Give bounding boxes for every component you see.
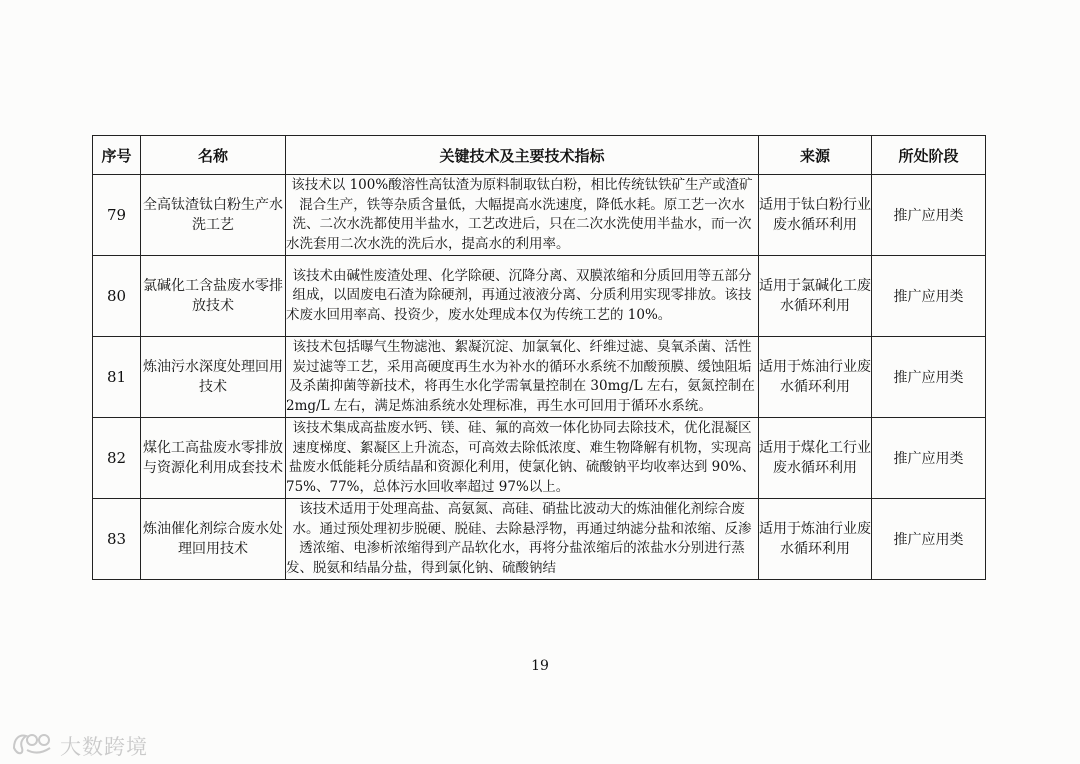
- row-source: 适用于煤化工行业废水循环利用: [759, 418, 872, 499]
- row-description: 该技术适用于处理高盐、高氨氮、高硅、硝盐比波动大的炼油催化剂综合废水。通过预处理初步脱硬、脱硅、去除悬浮物，再通过纳滤分盐和浓缩、反渗透浓缩、电渗析浓缩得到产品软化水，再将分盐浓缩后的浓盐水分别进行蒸发、脱氨和结晶分盐，得到氯化钠、硫酸钠结: [286, 499, 759, 580]
- row-source: 适用于氯碱化工废水循环利用: [759, 256, 872, 337]
- row-name: 炼油污水深度处理回用技术: [141, 337, 286, 418]
- row-source: 适用于炼油行业废水循环利用: [759, 337, 872, 418]
- row-name: 煤化工高盐废水零排放与资源化利用成套技术: [141, 418, 286, 499]
- table-row: [93, 418, 986, 499]
- row-source: 适用于炼油行业废水循环利用: [759, 499, 872, 580]
- row-description: 该技术由碱性废渣处理、化学除硬、沉降分离、双膜浓缩和分质回用等五部分组成，以固废电石渣为除硬剂，再通过液液分离、分质利用实现零排放。该技术废水回用率高、投资少，废水处理成本仅为传统工艺的 10%。: [286, 256, 759, 337]
- table-row: [93, 175, 986, 256]
- row-seq: 79: [93, 175, 141, 256]
- row-stage: 推广应用类: [872, 256, 986, 337]
- row-name: 氯碱化工含盐废水零排放技术: [141, 256, 286, 337]
- row-seq: 82: [93, 418, 141, 499]
- row-name: 炼油催化剂综合废水处理回用技术: [141, 499, 286, 580]
- row-description: 该技术包括曝气生物滤池、絮凝沉淀、加氯氧化、纤维过滤、臭氧杀菌、活性炭过滤等工艺，采用高硬度再生水为补水的循环水系统不加酸预膜、缓蚀阻垢及杀菌抑菌等新技术，将再生水化学需氧量控制在 30mg/L 左右，氨氮控制在 2mg/L 左右，满足炼油系统水处理标准，再生水可回用于循环水系统。: [286, 337, 759, 418]
- table-row: [93, 256, 986, 337]
- header-source: 来源: [759, 136, 872, 175]
- technology-table: [92, 135, 986, 580]
- table-row: [93, 337, 986, 418]
- watermark-logo-icon: [10, 728, 54, 763]
- table-row: [93, 499, 986, 580]
- row-seq: 83: [93, 499, 141, 580]
- row-source: 适用于钛白粉行业废水循环利用: [759, 175, 872, 256]
- table-header-row: [93, 136, 986, 175]
- row-description: 该技术集成高盐废水钙、镁、硅、氟的高效一体化协同去除技术，优化混凝区速度梯度、絮凝区上升流态，可高效去除低浓度、难生物降解有机物，实现高盐废水低能耗分质结晶和资源化利用，使氯化钠、硫酸钠平均收率达到 90%、75%、77%，总体污水回收率超过 97%以上。: [286, 418, 759, 499]
- row-stage: 推广应用类: [872, 418, 986, 499]
- row-stage: 推广应用类: [872, 175, 986, 256]
- watermark: [10, 728, 148, 763]
- header-tech: 关键技术及主要技术指标: [286, 136, 759, 175]
- row-stage: 推广应用类: [872, 337, 986, 418]
- header-seq: 序号: [93, 136, 141, 175]
- row-stage: 推广应用类: [872, 499, 986, 580]
- watermark-text: 大数跨境: [60, 734, 148, 759]
- page-number: 19: [531, 658, 549, 674]
- row-description: 该技术以 100%酸溶性高钛渣为原料制取钛白粉，相比传统钛铁矿生产或渣矿混合生产，铁等杂质含量低，大幅提高水洗速度，降低水耗。原工艺一次水洗、二次水洗都使用半盐水，工艺改进后，只在二次水洗使用半盐水，而一次水洗套用二次水洗的洗后水，提高水的利用率。: [286, 175, 759, 256]
- row-seq: 80: [93, 256, 141, 337]
- row-name: 全高钛渣钛白粉生产水洗工艺: [141, 175, 286, 256]
- header-stage: 所处阶段: [872, 136, 986, 175]
- header-name: 名称: [141, 136, 286, 175]
- row-seq: 81: [93, 337, 141, 418]
